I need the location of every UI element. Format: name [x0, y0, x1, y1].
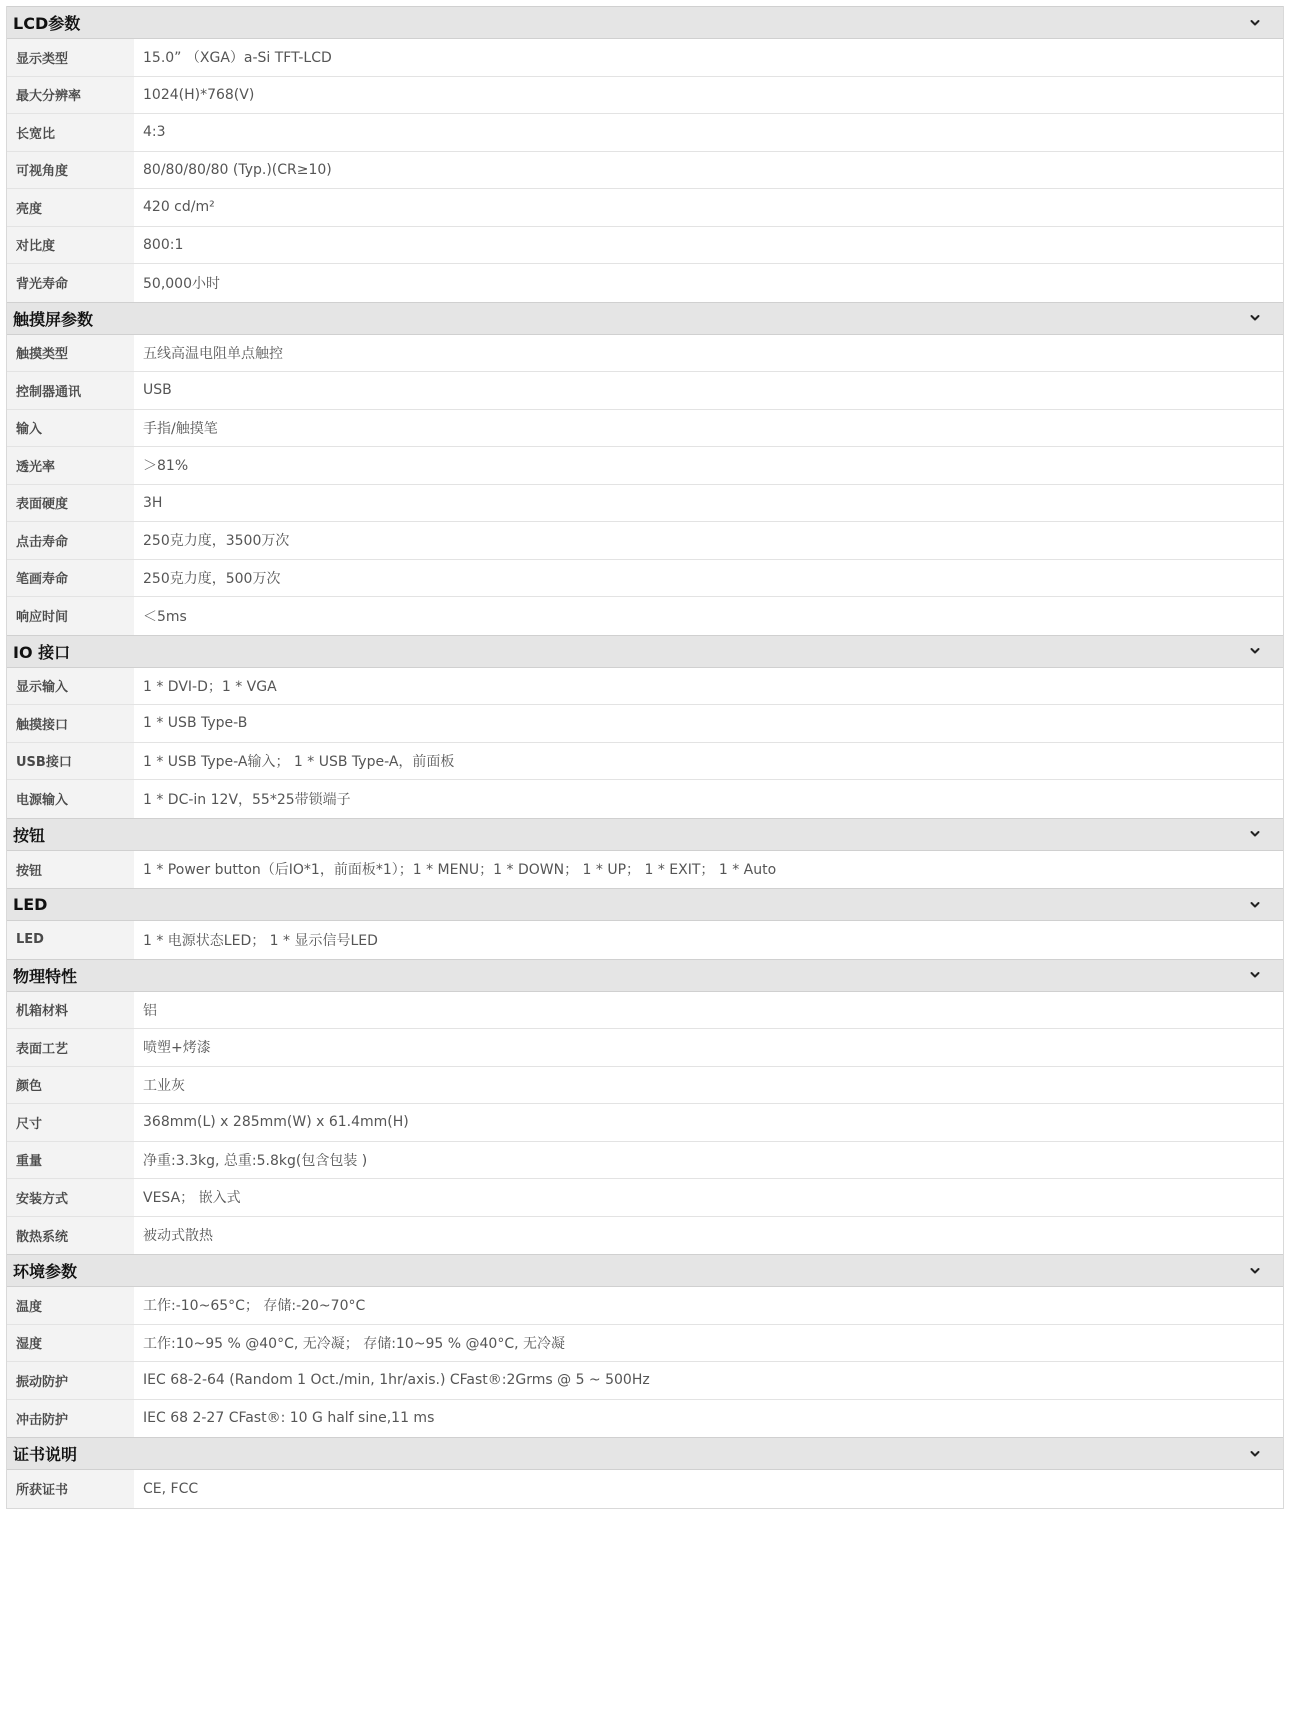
section-rows [7, 992, 1283, 1255]
section-header[interactable] [7, 888, 1283, 921]
chevron-down-icon[interactable] [1249, 645, 1261, 657]
spec-value: ＜5ms [143, 608, 187, 625]
spec-value: 15.0” （XGA）a-Si TFT-LCD [143, 50, 332, 67]
spec-value: 250克力度，3500万次 [143, 533, 290, 550]
spec-value: 1 * USB Type-A输入； 1 * USB Type-A，前面板 [143, 753, 455, 770]
spec-label: 尺寸 [7, 1104, 134, 1141]
section-title: 环境参数 [13, 1262, 78, 1281]
spec-label: 输入 [7, 410, 134, 447]
spec-label: 可视角度 [7, 152, 134, 189]
section-title: 证书说明 [13, 1445, 78, 1464]
section-title: 触摸屏参数 [13, 309, 94, 329]
spec-label: 对比度 [7, 227, 134, 264]
section-header[interactable] [7, 635, 1283, 668]
spec-value: IEC 68-2-64 (Random 1 Oct./min, 1hr/axis.) CFast®:2Grms @ 5 ~ 500Hz [143, 1372, 650, 1389]
spec-section [7, 1437, 1283, 1508]
spec-value: 手指/触摸笔 [143, 420, 218, 437]
spec-label: 机箱材料 [7, 992, 134, 1029]
spec-table [6, 6, 1284, 1509]
spec-row [7, 410, 1283, 448]
spec-row [7, 597, 1283, 635]
spec-row [7, 227, 1283, 265]
spec-value: ＞81% [143, 458, 189, 475]
spec-label: 显示输入 [7, 668, 134, 705]
spec-section [7, 6, 1283, 302]
spec-row [7, 1287, 1283, 1325]
spec-value: 1 * 电源状态LED； 1 * 显示信号LED [143, 932, 378, 949]
section-header[interactable] [7, 818, 1283, 851]
spec-row [7, 1362, 1283, 1400]
spec-row [7, 1067, 1283, 1105]
spec-value: 4:3 [143, 124, 166, 141]
spec-label: 响应时间 [7, 597, 134, 635]
spec-row [7, 522, 1283, 560]
spec-label: 颜色 [7, 1067, 134, 1104]
spec-label: 长宽比 [7, 114, 134, 151]
spec-value: 1024(H)*768(V) [143, 86, 255, 103]
spec-row [7, 1325, 1283, 1363]
spec-section [7, 818, 1283, 889]
spec-label: 透光率 [7, 447, 134, 484]
spec-value: IEC 68 2-27 CFast®: 10 G half sine,11 ms [143, 1410, 435, 1427]
spec-value: 1 * DC-in 12V，55*25带锁端子 [143, 791, 351, 808]
chevron-down-icon[interactable] [1249, 1265, 1261, 1277]
spec-label: 亮度 [7, 189, 134, 226]
spec-row [7, 372, 1283, 410]
spec-row [7, 1217, 1283, 1255]
spec-row [7, 1104, 1283, 1142]
spec-row [7, 992, 1283, 1030]
section-title: LED [13, 895, 48, 914]
spec-value: 250克力度，500万次 [143, 570, 281, 587]
spec-label: 散热系统 [7, 1217, 134, 1255]
chevron-down-icon[interactable] [1249, 969, 1261, 981]
spec-row [7, 1179, 1283, 1217]
spec-label: 振动防护 [7, 1362, 134, 1399]
spec-value: 1 * USB Type-B [143, 715, 248, 732]
section-rows [7, 851, 1283, 889]
spec-value: USB [143, 382, 172, 399]
section-header[interactable] [7, 1254, 1283, 1287]
section-title: 按钮 [13, 825, 46, 845]
spec-label: 重量 [7, 1142, 134, 1179]
spec-row [7, 1142, 1283, 1180]
spec-value: CE, FCC [143, 1480, 199, 1497]
spec-label: 表面硬度 [7, 485, 134, 522]
section-rows [7, 1287, 1283, 1437]
spec-value: 净重:3.3kg, 总重:5.8kg(包含包装 ) [143, 1152, 368, 1169]
spec-section [7, 1254, 1283, 1437]
spec-value: 420 cd/m² [143, 199, 215, 216]
spec-label: 表面工艺 [7, 1029, 134, 1066]
section-rows [7, 668, 1283, 818]
spec-row [7, 780, 1283, 818]
section-rows [7, 1470, 1283, 1508]
spec-label: 触摸类型 [7, 335, 134, 372]
chevron-down-icon[interactable] [1249, 828, 1261, 840]
spec-value: 被动式散热 [143, 1228, 213, 1245]
spec-value: 喷塑+烤漆 [143, 1040, 211, 1057]
spec-label: 笔画寿命 [7, 560, 134, 597]
spec-row [7, 705, 1283, 743]
spec-row [7, 264, 1283, 302]
spec-value: 工作:10~95 % @40°C, 无冷凝； 存储:10~95 % @40°C, 无冷凝 [143, 1335, 565, 1352]
spec-value: 368mm(L) x 285mm(W) x 61.4mm(H) [143, 1114, 409, 1131]
spec-row [7, 851, 1283, 889]
section-title: IO 接口 [13, 642, 71, 662]
spec-value: 铝 [143, 1002, 157, 1019]
spec-label: 最大分辨率 [7, 77, 134, 114]
spec-row [7, 921, 1283, 959]
spec-value: 1 * Power button（后IO*1，前面板*1）；1 * MENU；1 * DOWN； 1 * UP； 1 * EXIT； 1 * Auto [143, 862, 777, 879]
spec-label: 背光寿命 [7, 264, 134, 302]
section-rows [7, 335, 1283, 635]
spec-label: 安装方式 [7, 1179, 134, 1216]
spec-row [7, 39, 1283, 77]
spec-section [7, 959, 1283, 1255]
spec-label: 电源输入 [7, 780, 134, 818]
spec-label: 按钮 [7, 851, 134, 889]
chevron-down-icon[interactable] [1249, 17, 1261, 29]
spec-row [7, 152, 1283, 190]
spec-row [7, 189, 1283, 227]
spec-value: 800:1 [143, 236, 184, 253]
spec-value: 50,000小时 [143, 275, 220, 292]
spec-value: 工业灰 [143, 1077, 185, 1094]
spec-row [7, 1400, 1283, 1438]
spec-label: 控制器通讯 [7, 372, 134, 409]
section-header[interactable] [7, 959, 1283, 992]
spec-section [7, 888, 1283, 959]
chevron-down-icon[interactable] [1249, 899, 1261, 911]
spec-row [7, 485, 1283, 523]
spec-value: VESA； 嵌入式 [143, 1190, 241, 1207]
spec-row [7, 447, 1283, 485]
spec-label: 触摸接口 [7, 705, 134, 742]
spec-label: USB接口 [7, 743, 134, 780]
chevron-down-icon[interactable] [1249, 1448, 1261, 1460]
section-header[interactable] [7, 6, 1283, 39]
spec-value: 工作:-10~65°C； 存储:-20~70°C [143, 1298, 366, 1315]
section-header[interactable] [7, 302, 1283, 335]
spec-value: 1 * DVI-D；1 * VGA [143, 678, 277, 695]
spec-label: 湿度 [7, 1325, 134, 1362]
spec-row [7, 1470, 1283, 1508]
spec-row [7, 743, 1283, 781]
section-rows [7, 921, 1283, 959]
section-title: 物理特性 [13, 966, 78, 986]
spec-row [7, 560, 1283, 598]
spec-value: 五线高温电阻单点触控 [143, 345, 283, 362]
section-rows [7, 39, 1283, 302]
spec-row [7, 1029, 1283, 1067]
spec-row [7, 77, 1283, 115]
spec-section [7, 635, 1283, 818]
spec-label: 点击寿命 [7, 522, 134, 559]
spec-row [7, 668, 1283, 706]
section-header[interactable] [7, 1437, 1283, 1470]
spec-value: 3H [143, 494, 163, 511]
spec-label: 冲击防护 [7, 1400, 134, 1438]
spec-label: LED [7, 921, 134, 959]
spec-label: 所获证书 [7, 1470, 134, 1508]
spec-row [7, 335, 1283, 373]
section-title: LCD参数 [13, 14, 81, 33]
spec-label: 温度 [7, 1287, 134, 1324]
spec-value: 80/80/80/80 (Typ.)(CR≥10) [143, 161, 332, 178]
spec-label: 显示类型 [7, 39, 134, 76]
spec-row [7, 114, 1283, 152]
chevron-down-icon[interactable] [1249, 312, 1261, 324]
spec-section [7, 302, 1283, 635]
